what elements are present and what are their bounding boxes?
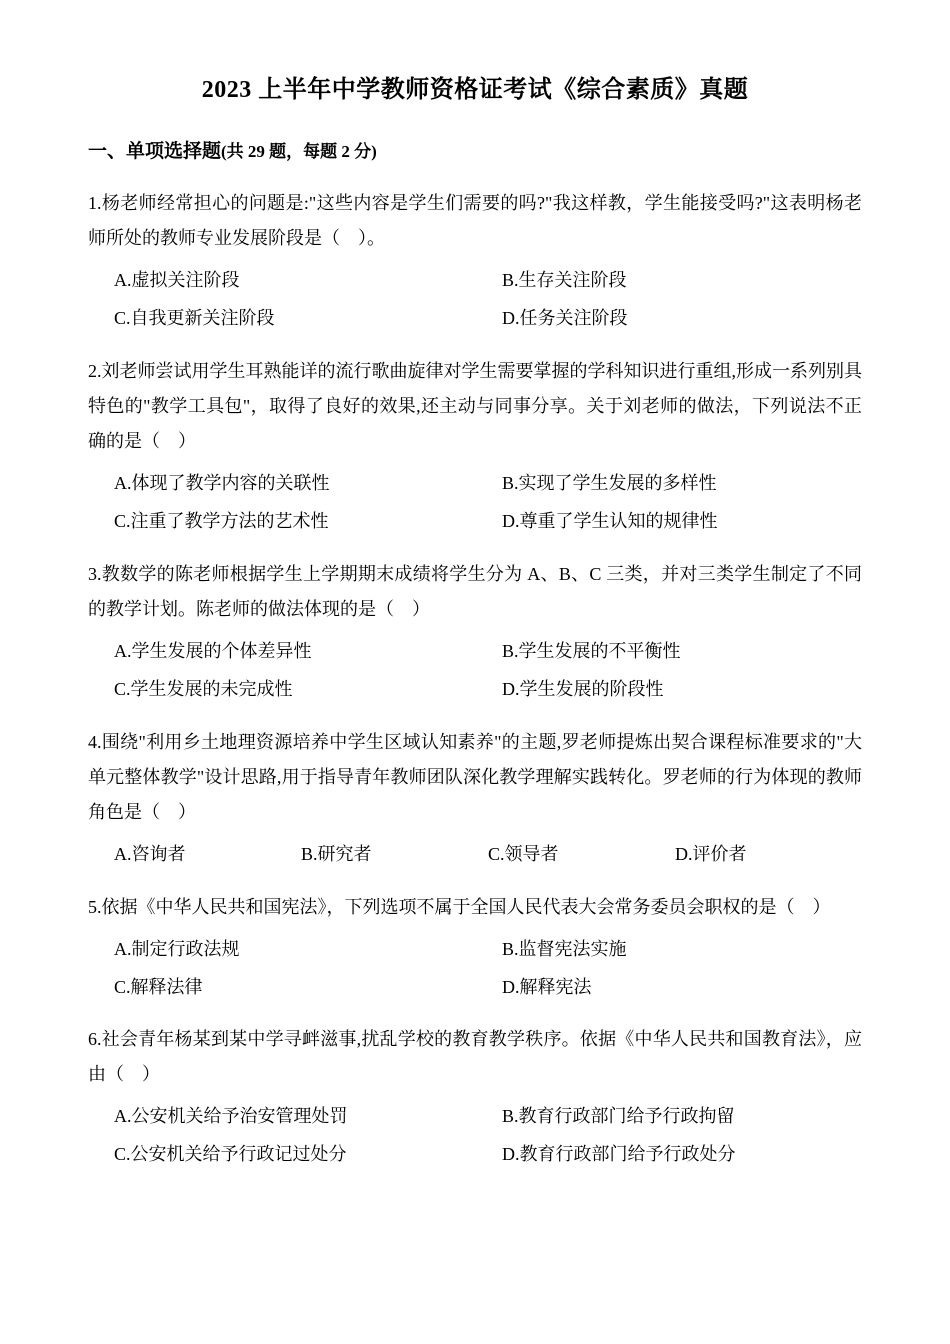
option-row <box>88 503 862 541</box>
option-d[interactable]: D.学生发展的阶段性 <box>502 678 664 699</box>
option-row <box>88 1098 862 1136</box>
question-4 <box>88 725 862 874</box>
section-heading-main: 一、单项选择题 <box>88 140 222 162</box>
question-1 <box>88 186 862 338</box>
option-d[interactable]: D.尊重了学生认知的规律性 <box>502 510 718 531</box>
question-options <box>88 465 862 541</box>
option-row <box>88 465 862 503</box>
option-row <box>88 836 862 874</box>
option-row <box>88 671 862 709</box>
option-b[interactable]: B.教育行政部门给予行政拘留 <box>502 1106 735 1127</box>
question-options <box>88 836 862 874</box>
option-row <box>88 931 862 969</box>
option-b[interactable]: B.学生发展的不平衡性 <box>502 640 681 661</box>
option-c[interactable]: C.自我更新关注阶段 <box>114 308 275 329</box>
question-stem: 6.社会青年杨某到某中学寻衅滋事,扰乱学校的教育教学秩序。依据《中华人民共和国教育法》，应由（ ） <box>88 1029 862 1085</box>
option-b[interactable]: B.实现了学生发展的多样性 <box>502 473 717 494</box>
option-row <box>88 300 862 338</box>
question-2 <box>88 354 862 541</box>
option-row <box>88 1136 862 1174</box>
option-d[interactable]: D.评价者 <box>675 843 747 864</box>
option-c[interactable]: C.学生发展的未完成性 <box>114 678 293 699</box>
question-options <box>88 1098 862 1174</box>
option-a[interactable]: A.体现了教学内容的关联性 <box>114 473 330 494</box>
page-title: 2023 上半年中学教师资格证考试《综合素质》真题 <box>201 77 749 103</box>
question-stem: 3.教数学的陈老师根据学生上学期期末成绩将学生分为 A、B、C 三类，并对三类学生制定了不同的教学计划。陈老师的做法体现的是（ ） <box>88 563 862 619</box>
section-heading <box>88 138 862 167</box>
option-a[interactable]: A.咨询者 <box>114 843 186 864</box>
option-c[interactable]: C.解释法律 <box>114 976 203 997</box>
option-a[interactable]: A.制定行政法规 <box>114 938 240 959</box>
question-options <box>88 931 862 1007</box>
option-b[interactable]: B.监督宪法实施 <box>502 938 627 959</box>
section-heading-sub: (共 29 题，每题 2 分) <box>221 141 377 161</box>
option-b[interactable]: B.研究者 <box>301 843 372 864</box>
question-stem: 4.围绕"利用乡土地理资源培养中学生区域认知素养"的主题,罗老师提炼出契合课程标准要求的"大单元整体教学"设计思路,用于指导青年教师团队深化教学理解实践转化。罗老师的行为体现的教师角色是（ ） <box>88 731 862 822</box>
option-a[interactable]: A.公安机关给予治安管理处罚 <box>114 1106 348 1127</box>
question-options <box>88 262 862 338</box>
option-b[interactable]: B.生存关注阶段 <box>502 270 627 291</box>
option-a[interactable]: A.学生发展的个体差异性 <box>114 640 312 661</box>
option-row <box>88 633 862 671</box>
option-row <box>88 262 862 300</box>
option-d[interactable]: D.解释宪法 <box>502 976 592 997</box>
question-6 <box>88 1022 862 1174</box>
option-d[interactable]: D.任务关注阶段 <box>502 308 628 329</box>
option-a[interactable]: A.虚拟关注阶段 <box>114 270 240 291</box>
option-c[interactable]: C.领导者 <box>488 843 559 864</box>
question-5 <box>88 890 862 1007</box>
option-c[interactable]: C.注重了教学方法的艺术性 <box>114 510 329 531</box>
question-options <box>88 633 862 709</box>
question-stem: 5.依据《中华人民共和国宪法》，下列选项不属于全国人民代表大会常务委员会职权的是（ ） <box>88 896 831 917</box>
option-c[interactable]: C.公安机关给予行政记过处分 <box>114 1144 347 1165</box>
question-stem: 2.刘老师尝试用学生耳熟能详的流行歌曲旋律对学生需要掌握的学科知识进行重组,形成一系列别具特色的"教学工具包"，取得了良好的效果,还主动与同事分享。关于刘老师的做法，下列说法不正确的是（ ） <box>88 360 862 452</box>
option-row <box>88 969 862 1007</box>
option-d[interactable]: D.教育行政部门给予行政处分 <box>502 1144 736 1165</box>
question-3 <box>88 557 862 709</box>
question-stem: 1.杨老师经常担心的问题是:"这些内容是学生们需要的吗?"我这样教，学生能接受吗?"这表明杨老师所处的教师专业发展阶段是（ ）。 <box>88 193 862 249</box>
